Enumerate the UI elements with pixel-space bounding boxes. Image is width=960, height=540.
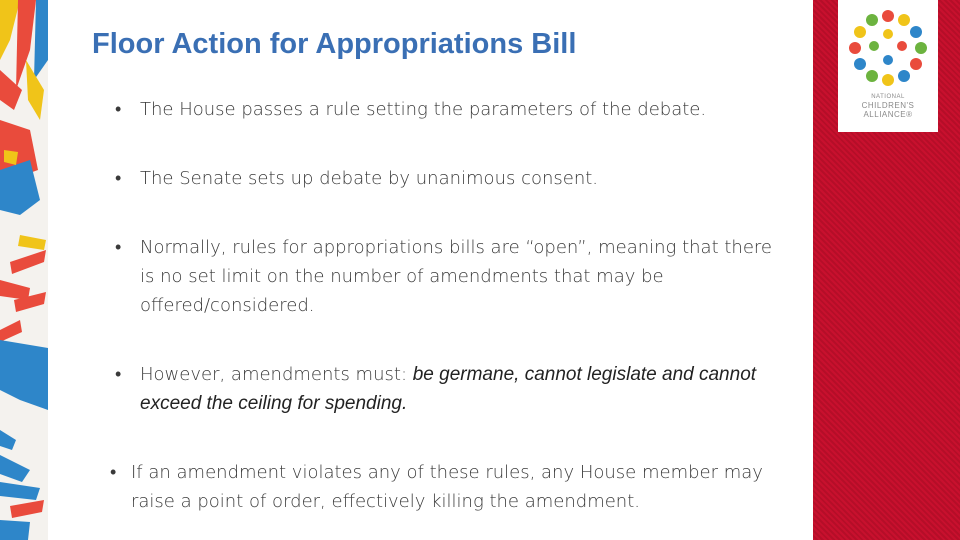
logo: [838, 0, 938, 132]
bullet-item: [115, 95, 795, 124]
bullet-marker: •: [110, 462, 117, 483]
logo-line-2: CHILDREN'S: [861, 101, 915, 110]
bullet-text: [115, 360, 795, 418]
bullet-text: If an amendment violates any of these rules, any House member may raise a point of order, effectively killing the amendment.: [131, 462, 763, 512]
logo-line-3: ALLIANCE®: [863, 110, 913, 119]
bullet-item: [115, 360, 795, 418]
bullet-text: The Senate sets up debate by unanimous consent.: [140, 168, 599, 189]
bullet-marker: •: [115, 168, 122, 189]
bullet-item: [115, 164, 795, 193]
handprint-decoration-left: [0, 0, 48, 540]
bullet-text: The House passes a rule setting the parameters of the debate.: [140, 99, 707, 120]
bullet-marker: •: [115, 364, 122, 385]
colorful-handprints-circle-icon: [846, 8, 930, 92]
logo-line-1: NATIONAL: [871, 94, 905, 100]
bullet-marker: •: [115, 99, 122, 120]
bullet-marker: •: [115, 237, 122, 258]
bullet-emphasis-text: be germane, cannot legislate and cannot exceed the ceiling for spending.: [140, 364, 757, 414]
bullet-text: Normally, rules for appropriations bills are “open”, meaning that there is no set limit on the number of amendments that may be offered/considered.: [140, 237, 772, 316]
bullet-lead-text: However, amendments must:: [140, 364, 413, 385]
bullet-item: [115, 233, 780, 320]
bullet-item: [110, 458, 790, 516]
slide-title: Floor Action for Appropriations Bill: [92, 28, 577, 60]
